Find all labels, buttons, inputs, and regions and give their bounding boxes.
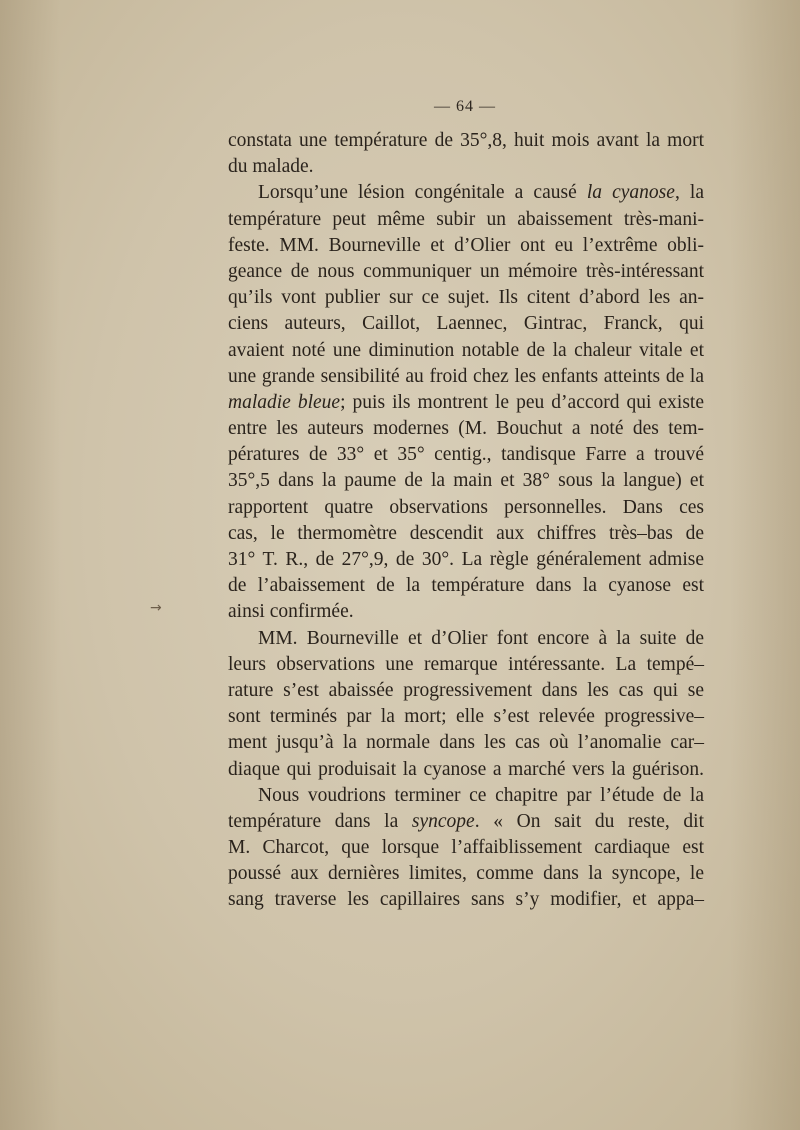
text-line: 31° T. R., de 27°,9, de 30°. La règle généralement admise (228, 549, 704, 570)
text-line: Nous voudrions terminer ce chapitre par l’étude de la (258, 784, 704, 806)
text-line: 35°,5 dans la paume de la main et 38° sous la langue) et (228, 470, 704, 492)
text-line: MM. Bourneville et d’Olier font encore à la suite de (258, 627, 704, 649)
body-text (228, 128, 704, 914)
text-line: ainsi confirmée. (228, 601, 354, 623)
text-line: sont terminés par la mort; elle s’est relevée progressive– (228, 706, 704, 728)
text-line: leurs observations une remarque intéressante. La tempé– (228, 653, 704, 675)
text-line: du malade. (228, 156, 314, 178)
text-line: qu’ils vont publier sur ce sujet. Ils citent d’abord les an- (228, 287, 704, 309)
text-line: M. Charcot, que lorsque l’affaiblissement cardiaque est (228, 837, 704, 859)
text-line: entre les auteurs modernes (M. Bouchut a noté des tem- (228, 418, 704, 440)
text-line: sang traverse les capillaires sans s’y modifier, et appa– (228, 889, 704, 911)
text-line: ment jusqu’à la normale dans les cas où l’anomalie car– (228, 732, 704, 754)
text-line: rature s’est abaissée progressivement dans les cas qui se (228, 679, 704, 701)
text-line: une grande sensibilité au froid chez les enfants atteints de la (228, 365, 704, 387)
text-line: pératures de 33° et 35° centig., tandisque Farre a trouvé (228, 444, 704, 466)
text-line: de l’abaissement de la température dans la cyanose est (228, 575, 704, 597)
text-line: Lorsqu’une lésion congénitale a causé la cyanose, la (258, 182, 704, 204)
page-number: — 64 — (434, 98, 496, 115)
text-line: poussé aux dernières limites, comme dans la syncope, le (228, 863, 704, 885)
text-line: avaient noté une diminution notable de la chaleur vitale et (228, 339, 704, 361)
text-line: diaque qui produisait la cyanose a marché vers la guérison. (228, 758, 704, 780)
text-line: cas, le thermomètre descendit aux chiffres très–bas de (228, 522, 704, 544)
text-line: constata une température de 35°,8, huit mois avant la mort (228, 130, 704, 151)
binding-gutter-shadow (0, 0, 60, 1130)
text-line: ciens auteurs, Caillot, Laennec, Gintrac, Franck, qui (228, 313, 704, 335)
page-edge-shadow (730, 0, 800, 1130)
text-line: maladie bleue; puis ils montrent le peu d’accord qui existe (228, 391, 704, 413)
text-line: rapportent quatre observations personnelles. Dans ces (228, 496, 704, 518)
text-line: geance de nous communiquer un mémoire très-intéressant (228, 260, 704, 282)
text-line: température dans la syncope. « On sait du reste, dit (228, 810, 704, 832)
text-line: feste. MM. Bourneville et d’Olier ont eu l’extrême obli- (228, 234, 704, 256)
text-line: température peut même subir un abaissement très-mani- (228, 208, 704, 230)
margin-arrow-mark: → (150, 600, 162, 616)
